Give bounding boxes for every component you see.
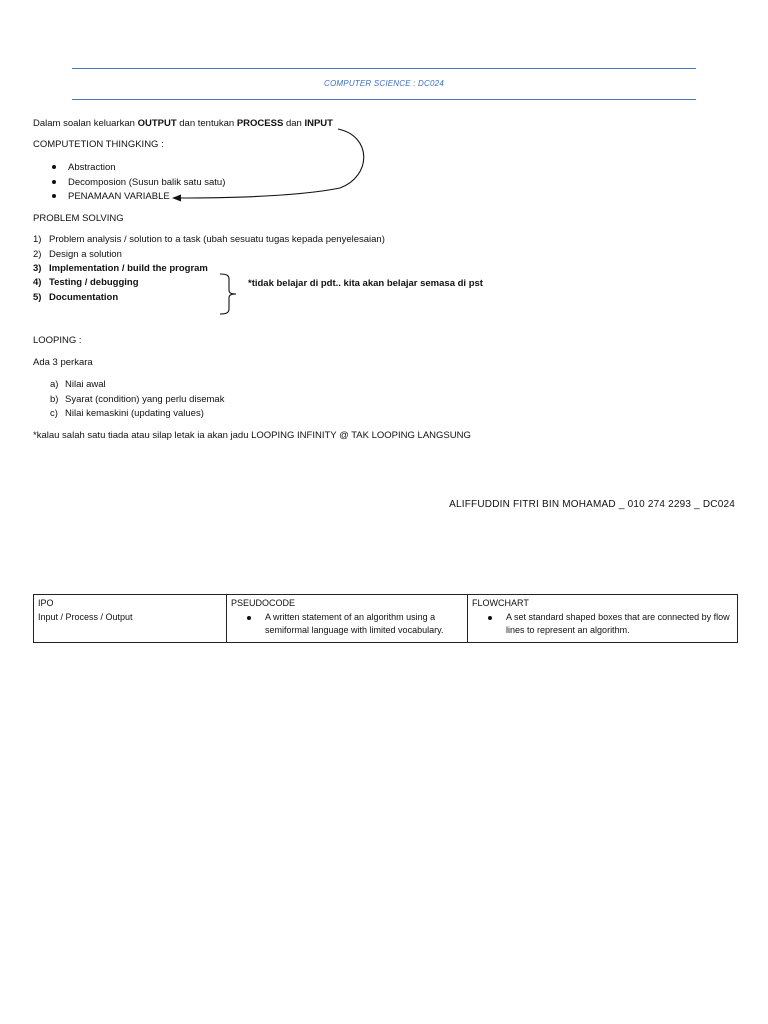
flowchart-title: FLOWCHART [472, 598, 529, 608]
intro-input-word: INPUT [304, 118, 333, 129]
loop-item-text: Syarat (condition) yang perlu disemak [65, 394, 225, 405]
loop-item-letter: b) [50, 394, 59, 405]
ct-item-label: Abstraction [68, 162, 116, 173]
author-contact-line: ALIFFUDDIN FITRI BIN MOHAMAD _ 010 274 2293 _ DC024 [449, 499, 735, 510]
curly-brace [220, 274, 236, 314]
header-bottom-rule [72, 99, 696, 100]
intro-output-word: OUTPUT [137, 118, 177, 129]
intro-prefix: Dalam soalan keluarkan [33, 118, 138, 129]
pseudocode-title: PSEUDOCODE [231, 598, 296, 608]
loop-item-text: Nilai awal [65, 379, 106, 390]
ps-item-number: 3) [33, 263, 42, 274]
pseudocode-bullet [231, 611, 463, 638]
curved-arrow-head [172, 195, 181, 202]
ps-item-text: Documentation [49, 292, 119, 303]
pseudocode-description: A written statement of an algorithm using a semiformal language with limited vocabulary. [265, 611, 444, 635]
definitions-table [33, 594, 738, 643]
flowchart-bullet [472, 611, 733, 638]
ct-item-label: Decomposion (Susun balik satu satu) [68, 177, 226, 188]
loop-item-text: Nilai kemaskini (updating values) [65, 408, 204, 419]
pseudocode-cell [227, 595, 468, 643]
intro-and: dan [283, 118, 305, 129]
page-header-title: COMPUTER SCIENCE : DC024 [324, 79, 444, 88]
ps-item-number: 4) [33, 277, 42, 288]
loop-item-letter: c) [50, 408, 58, 419]
ipo-description: Input / Process / Output [38, 611, 133, 622]
bullet-dot [52, 180, 56, 184]
computational-thinking-heading: COMPUTETION THINGKING : [33, 139, 164, 150]
flowchart-cell [468, 595, 738, 643]
ps-item-number: 5) [33, 292, 42, 303]
intro-process-word: PROCESS [236, 118, 284, 129]
ps-item-text: Testing / debugging [49, 277, 139, 288]
bullet-dot [52, 165, 56, 169]
looping-heading: LOOPING : [33, 335, 82, 346]
ipo-title: IPO [38, 598, 54, 608]
problem-solving-heading: PROBLEM SOLVING [33, 213, 124, 224]
table-row [34, 595, 738, 643]
intro-middle: dan tentukan [176, 118, 237, 129]
ps-item-number: 1) [33, 234, 42, 245]
ps-item-number: 2) [33, 249, 42, 260]
bullet-dot [488, 616, 492, 620]
ps-item-text: Implementation / build the program [49, 263, 208, 274]
header-top-rule [72, 68, 696, 69]
ipo-cell [34, 595, 227, 643]
looping-note: *kalau salah satu tiada atau silap letak ia akan jadu LOOPING INFINITY @ TAK LOOPING LANGSUNG [33, 430, 471, 441]
bullet-dot [247, 616, 251, 620]
ps-item-text: Problem analysis / solution to a task (ubah sesuatu tugas kepada penyelesaian) [49, 234, 385, 245]
ct-item-label: PENAMAAN VARIABLE [68, 191, 170, 202]
problem-solving-note: *tidak belajar di pdt.. kita akan belajar semasa di pst [248, 278, 483, 289]
flowchart-description: A set standard shaped boxes that are connected by flow lines to represent an algorithm. [506, 611, 730, 635]
loop-item-letter: a) [50, 379, 59, 390]
intro-sentence [33, 118, 333, 129]
looping-intro: Ada 3 perkara [33, 357, 93, 368]
bullet-dot [52, 194, 56, 198]
ps-item-text: Design a solution [49, 249, 122, 260]
